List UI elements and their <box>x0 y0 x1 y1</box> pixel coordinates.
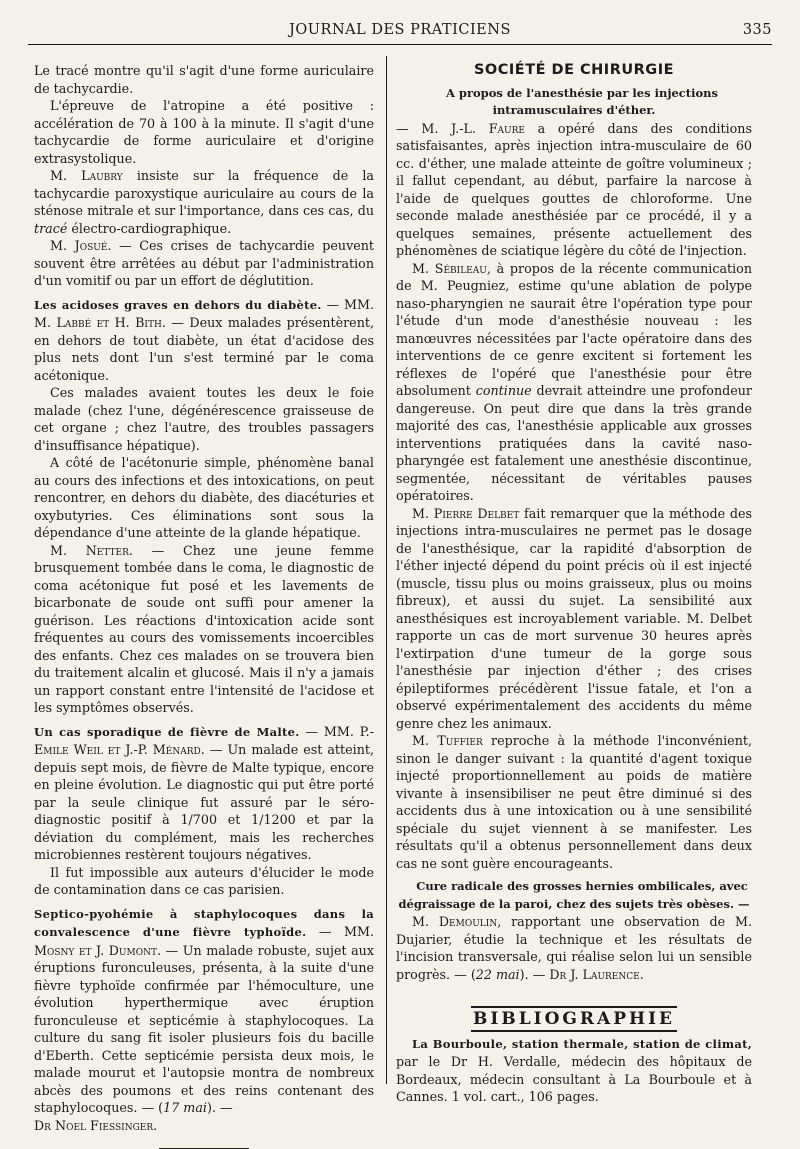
article-title: Un cas sporadique de fièvre de Malte. <box>34 724 300 739</box>
paragraph: M. Sébileau, à propos de la récente communication de M. Peugniez, estime qu'une ablation de polype naso-pharyngien ne saurait être l'opération type pour l'étude d'un mode d'anesthésie nouveau : les manœuvres nécessitées par l'acte opératoire dans des interventions de ce genre excitent si fortement les réflexes de l'opéré que l'anesthésie pour être absolument continue devrait atteindre une profondeur dangereuse. On peut dire que dans la très grande majorité des cas, l'anesthésie applicable aux grosses interventions pratiquées dans la cavité naso-pharyngée est fatalement une anesthésie discontinue, segmentée, nécessitant de véritables pauses opératoires. <box>396 260 752 503</box>
article-title: Les acidoses graves en dehors du diabète. <box>34 297 322 312</box>
author-name: M. Pierre Delbet <box>412 505 520 521</box>
paragraph: M. Demoulin, rapportant une observation de M. Dujarier, étudie la technique et les résultats de l'incision transversale, qui réalise selon lui un sensible progrès. — (22 mai). — Dr J. Laurence. <box>396 914 752 982</box>
article-title: A propos de l'anesthésie par les injections intramusculaires d'éther. <box>445 85 718 117</box>
right-column <box>396 62 752 1106</box>
author-name: M. Demoulin, <box>412 914 502 929</box>
article-title: Cure radicale des grosses hernies ombilicales, avec dégraissage de la paroi, chez des sujets très obèses. — <box>398 879 750 911</box>
paragraph: — M. J.-L. Faure a opéré dans des conditions satisfaisantes, après injection intra-musculaire de 60 cc. d'éther, une malade atteinte de goître volumineux ; il fallut cependant, au début, parfaire la narcose à l'aide de quelques gouttes de chloroforme. Une seconde malade anesthésiée par ce procédé, il y a quelques semaines, présente actuellement des phénomènes de sciatique légère du côté de l'injection. <box>396 120 752 258</box>
page-number: 335 <box>742 22 772 38</box>
article-septico: Septico-pyohémie à staphylocoques dans la convalescence d'une fièvre typhoïde. — MM. Mosny et J. Dumont. — Un malade robuste, sujet aux éruptions furonculeuses, présenta, à la suite d'une fièvre typhoïde confirmée par l'hémoculture, une évolution hyperthermique avec éruption furonculeuse et septicémie à staphylocoques. La culture du sang fit isoler plusieurs fois du bacille d'Eberth. Cette septicémie persista deux mois, le malade mourut et l'autopsie montra de nombreux abcès des poumons et des reins contenant des staphylocoques. — (17 mai). — <box>34 906 375 1115</box>
column-divider <box>386 56 387 1084</box>
section-title: SOCIÉTÉ DE CHIRURGIE <box>473 62 675 78</box>
article-title: Septico-pyohémie à staphylocoques dans la convalescence d'une fièvre typhoïde. <box>34 906 374 939</box>
book-title: La Bourboule, station thermale, station de climat, <box>412 1036 752 1051</box>
paragraph: Il fut impossible aux auteurs d'élucider le mode de contamination dans ce cas parisien. <box>34 864 374 897</box>
signature: Dr J. Laurence. <box>549 966 644 982</box>
bibliography-entry: La Bourboule, station thermale, station de climat, par le Dr H. Verdalle, médecin des hôpitaux de Bordeaux, médecin consultant à La Bourboule et à Cannes. 1 vol. cart., 106 pages. <box>396 1036 752 1104</box>
author-name: M. Tuffier <box>412 733 483 748</box>
paragraph: M. Pierre Delbet fait remarquer que la méthode des injections intra-musculaires ne permet pas le dosage de l'anesthésique, car la rapidité d'absorption de l'éther injecté dépend du point précis où il est injecté (muscle, tissu plus ou moins graisseux, plus ou moins fibreux), et aussi du sujet. La sensibilité aux anesthésiques est incroyablement variable. M. Delbet rapporte un cas de mort survenue 30 heures après l'extirpation d'une tumeur de la gorge sous l'anesthésie par injection d'éther ; des crises épileptiformes précédèrent l'issue fatale, et l'on a observé expérimentalement des accidents du même genre chez les animaux. <box>396 505 753 731</box>
paragraph: M. Laubry insiste sur la fréquence de la tachycardie paroxystique auriculaire au cours de la sténose mitrale et sur l'importance, dans ces cas, du tracé électro-cardiographique. <box>34 168 374 236</box>
left-column <box>34 62 374 1149</box>
bibliography-heading: BIBLIOGRAPHIE <box>396 1011 752 1029</box>
article-acidoses: Les acidoses graves en dehors du diabète. — MM. M. Labbé et H. Bith. — Deux malades présentèrent, en dehors de tout diabète, un état d'acidose des plus nets dont l'un s'est terminé par le coma acétonique. <box>34 296 374 383</box>
author-name: M. Netter. <box>50 542 133 558</box>
signature: Dr Noel Fiessinger. <box>34 1117 158 1133</box>
author-name: M. Sébileau, <box>412 260 491 276</box>
paragraph: A côté de l'acétonurie simple, phénomène banal au cours des infections et des intoxications, on peut rencontrer, en dehors du diabète, des diacéturies et oxybutyries. Ces éliminations sont sous la dépendance d'une atteinte de la glande hépatique. <box>34 455 374 540</box>
author-name: M. Josué. <box>50 238 112 253</box>
paragraph: Ces malades avaient toutes les deux le foie malade (chez l'une, dégénérescence graisseuse de cet organe ; chez l'autre, des troubles passagers d'insuffisance hépatique). <box>34 385 374 453</box>
paragraph: M. Netter. — Chez une jeune femme brusquement tombée dans le coma, le diagnostic de coma acétonique fut posé et les lavements de bicarbonate de soude ont suffi pour amener la guérison. Les réactions d'intoxication acide sont fréquentes au cours des vomissements incoercibles des enfants. Chez ces malades on se trouvera bien du traitement alcalin et glucosé. Mais il n'y a jamais un rapport constant entre l'intensité de l'acidose et les symptômes observés. <box>34 542 375 715</box>
paragraph: L'épreuve de l'atropine a été positive : accélération de 70 à 100 à la minute. Il s'agit d'une tachycardie de forme auriculaire et d'origine extrasystolique. <box>34 98 374 166</box>
paragraph: Le tracé montre qu'il s'agit d'une forme auriculaire de tachycardie. <box>34 63 374 96</box>
article-malte: Un cas sporadique de fièvre de Malte. — MM. P.-Emile Weil et J.-P. Ménard. — Un malade est atteint, depuis sept mois, de fièvre de Malte typique, encore en pleine évolution. Le diagnostic qui put être porté par la seule clinique fut assuré par le séro-diagnostic positif à 1/700 et 1/1200 et par la déviation du complément, mais les recherches microbiennes restèrent toujours négatives. <box>34 723 374 862</box>
paragraph: M. Josué. — Ces crises de tachycardie peuvent souvent être arrêtées au début par l'administration d'un vomitif ou par un effort de déglutition. <box>34 238 375 288</box>
journal-title: JOURNAL DES PRATICIENS <box>289 22 511 38</box>
running-header <box>28 22 772 45</box>
author-name: M. Laubry <box>50 168 123 183</box>
paragraph: M. Tuffier reproche à la méthode l'inconvénient, sinon le danger suivant : la quantité d'agent toxique injecté proportionnellement au poids de matière vivante à insensibiliser ne peut être diminué si des accidents dus à une intoxication ou à une sensibilité spéciale du sujet viennent à se manifester. Les résultats qu'il a obtenus personnellement dans deux cas ne sont guère encourageants. <box>396 733 752 871</box>
